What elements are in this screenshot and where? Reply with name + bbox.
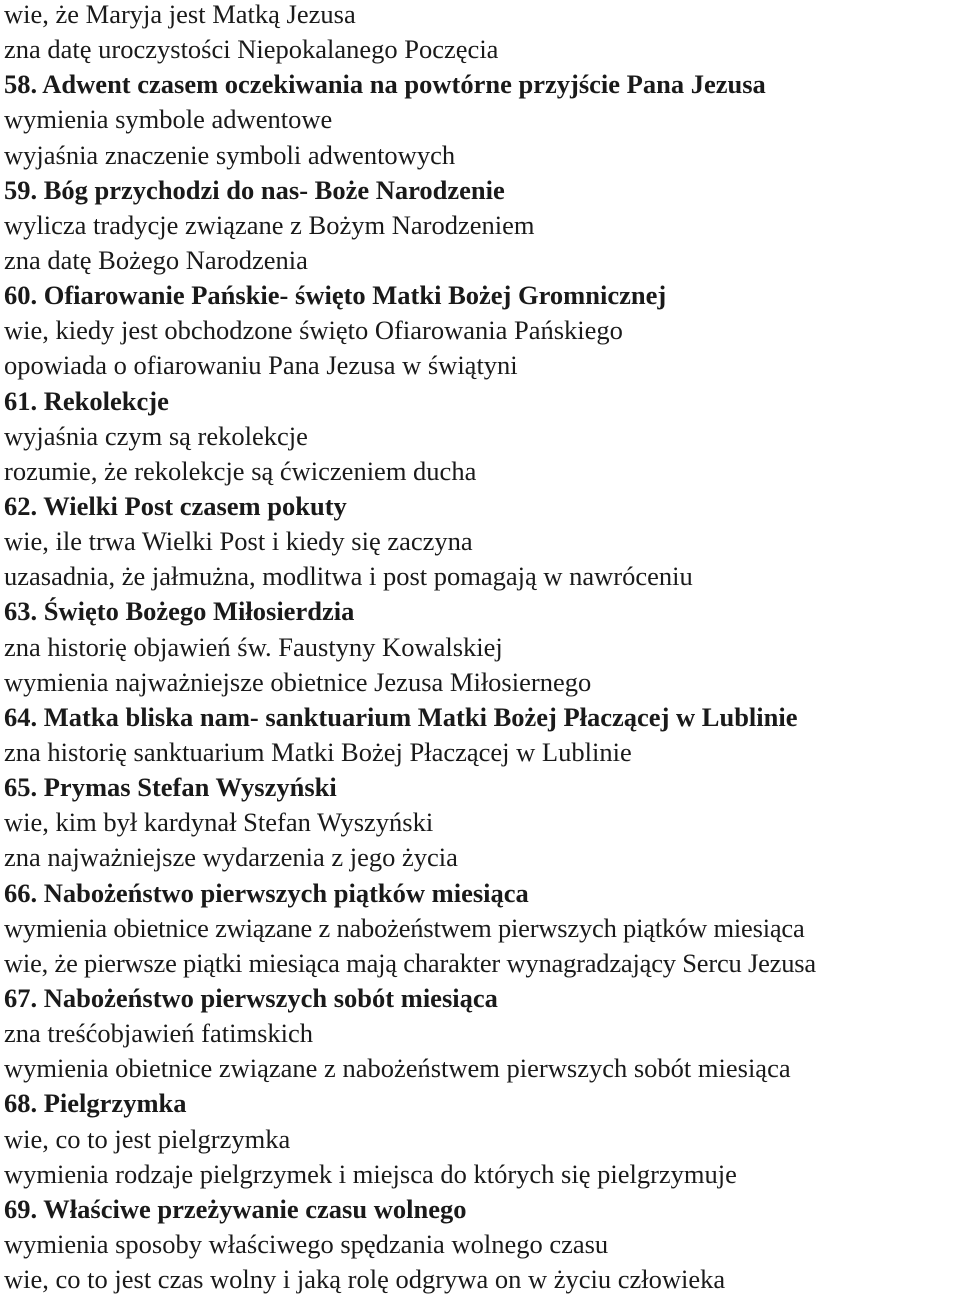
text-line: wyjaśnia znaczenie symboli adwentowych [4, 139, 456, 170]
section-heading: 61. Rekolekcje [4, 385, 169, 416]
section-heading: 64. Matka bliska nam- sanktuarium Matki Bożej Płaczącej w Lublinie [4, 701, 798, 732]
text-line: wymienia sposoby właściwego spędzania wolnego czasu [4, 1228, 609, 1259]
section-heading: 66. Nabożeństwo pierwszych piątków miesiąca [4, 877, 529, 908]
text-line: wymienia obietnice związane z nabożeństwem pierwszych piątków miesiąca [4, 912, 805, 943]
text-line: uzasadnia, że jałmużna, modlitwa i post pomagają w nawróceniu [4, 561, 693, 592]
text-line: wylicza tradycje związane z Bożym Narodzeniem [4, 209, 535, 240]
text-line: zna treśćobjawień fatimskich [4, 1018, 314, 1049]
section-heading: 65. Prymas Stefan Wyszyński [4, 772, 337, 803]
text-line: wymienia symbole adwentowe [4, 104, 333, 135]
section-heading: 62. Wielki Post czasem pokuty [4, 490, 347, 521]
text-line: wyjaśnia czym są rekolekcje [4, 420, 308, 451]
text-line: wymienia najważniejsze obietnice Jezusa Miłosiernego [4, 666, 592, 697]
text-line: zna najważniejsze wydarzenia z jego życia [4, 842, 458, 873]
section-heading: 60. Ofiarowanie Pańskie- święto Matki Bożej Gromnicznej [4, 280, 667, 311]
document-body [4, 0, 960, 1297]
text-line: opowiada o ofiarowaniu Pana Jezusa w świątyni [4, 350, 518, 381]
section-heading: 58. Adwent czasem oczekiwania na powtórne przyjście Pana Jezusa [4, 69, 766, 100]
text-line: zna historię sanktuarium Matki Bożej Płaczącej w Lublinie [4, 736, 632, 767]
text-line: zna datę uroczystości Niepokalanego Poczęcia [4, 34, 499, 65]
text-line: wie, kim był kardynał Stefan Wyszyński [4, 807, 434, 838]
text-line: rozumie, że rekolekcje są ćwiczeniem ducha [4, 455, 477, 486]
text-line: wie, że Maryja jest Matką Jezusa [4, 0, 356, 29]
text-line: wymienia obietnice związane z nabożeństwem pierwszych sobót miesiąca [4, 1053, 791, 1084]
text-line: zna datę Bożego Narodzenia [4, 244, 308, 275]
text-line: wie, co to jest pielgrzymka [4, 1123, 291, 1154]
text-line: wymienia rodzaje pielgrzymek i miejsca do których się pielgrzymuje [4, 1158, 737, 1189]
text-line: wie, ile trwa Wielki Post i kiedy się zaczyna [4, 526, 473, 557]
text-line: wie, że pierwsze piątki miesiąca mają charakter wynagradzający Sercu Jezusa [4, 947, 816, 978]
text-line: wie, kiedy jest obchodzone święto Ofiarowania Pańskiego [4, 315, 623, 346]
section-heading: 68. Pielgrzymka [4, 1088, 187, 1119]
section-heading: 63. Święto Bożego Miłosierdzia [4, 596, 355, 627]
text-line: wie, co to jest czas wolny i jaką rolę odgrywa on w życiu człowieka [4, 1264, 726, 1295]
section-heading: 67. Nabożeństwo pierwszych sobót miesiąca [4, 982, 498, 1013]
text-line: zna historię objawień św. Faustyny Kowalskiej [4, 631, 503, 662]
section-heading: 69. Właściwe przeżywanie czasu wolnego [4, 1193, 467, 1224]
section-heading: 59. Bóg przychodzi do nas- Boże Narodzenie [4, 174, 505, 205]
